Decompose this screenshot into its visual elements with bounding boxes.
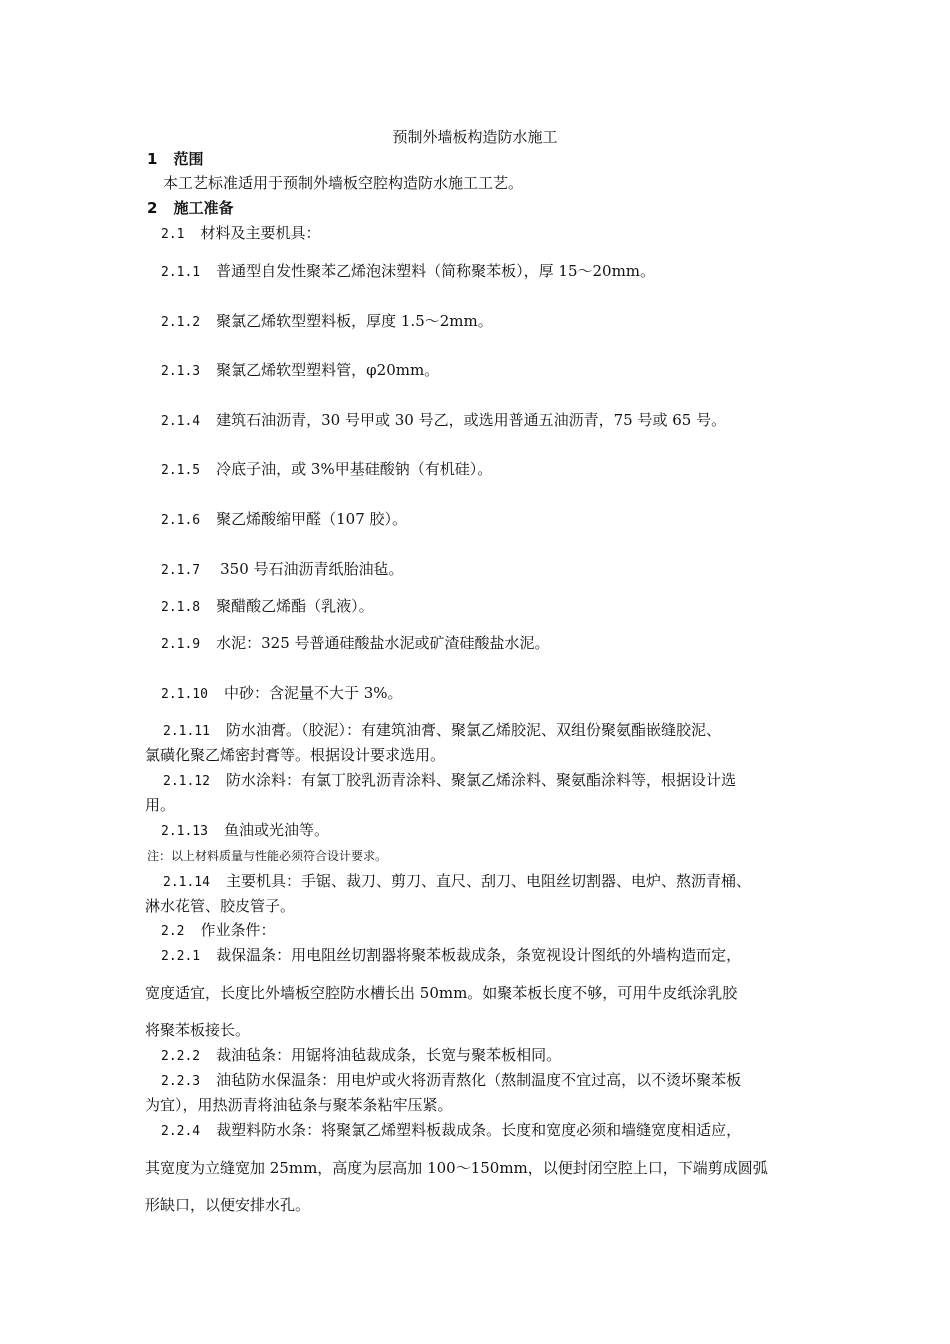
item-number: 2.2.2 (161, 1049, 201, 1064)
item-number: 2.1.12 (163, 774, 210, 789)
item-number: 2.2 (161, 924, 185, 939)
list-item-2-1-1 (161, 261, 655, 283)
item-text: 聚氯乙烯软型塑料管，φ20mm。 (216, 361, 440, 379)
list-item-2-1-11-continuation: 氯磺化聚乙烯密封膏等。根据设计要求选用。 (145, 746, 446, 764)
item-number: 2.1.13 (161, 824, 208, 839)
item-number: 2.1.1 (161, 265, 201, 280)
list-item-2-1-13 (161, 820, 329, 842)
list-item-2-2-3-continuation: 为宜），用热沥青将油毡条与聚苯条粘牢压紧。 (145, 1096, 453, 1114)
list-item-2-1-12-continuation: 用。 (145, 796, 176, 814)
list-item-2-2-3 (161, 1070, 741, 1092)
item-number: 2.1.9 (161, 637, 201, 652)
document-title: 预制外墙板构造防水施工 (392, 128, 558, 146)
list-item-2-1-9 (161, 633, 550, 655)
list-item-2-1-14 (163, 871, 751, 893)
section-heading-2 (147, 198, 233, 218)
item-text: 主要机具：手锯、裁刀、剪刀、直尺、刮刀、电阻丝切割器、电炉、熬沥青桶、 (225, 872, 751, 890)
paragraph-scope: 本工艺标准适用于预制外墙板空腔构造防水施工工艺。 (163, 174, 524, 192)
item-text: 裁油毡条：用锯将油毡裁成条，长宽与聚苯板相同。 (216, 1046, 562, 1064)
list-item-2-1-4 (161, 410, 726, 432)
item-number: 2.2.4 (161, 1124, 201, 1139)
item-text: 350 号石油沥青纸胎油毡。 (220, 560, 404, 578)
item-text: 普通型自发性聚苯乙烯泡沫塑料（简称聚苯板），厚 15～20mm。 (216, 262, 656, 280)
item-text: 油毡防水保温条：用电炉或火将沥青熬化（熬制温度不宜过高，以不烫坏聚苯板 (216, 1071, 742, 1089)
item-number: 2.1.4 (161, 414, 201, 429)
list-item-2-2-1-continuation-1: 宽度适宜，长度比外墙板空腔防水槽长出 50mm。如聚苯板长度不够，可用牛皮纸涂乳胶 (145, 984, 738, 1002)
item-text: 聚醋酸乙烯酯（乳液）。 (216, 597, 374, 615)
item-text: 材料及主要机具： (200, 224, 321, 242)
item-text: 水泥：325 号普通硅酸盐水泥或矿渣硅酸盐水泥。 (216, 634, 550, 652)
item-number: 2.1.6 (161, 513, 201, 528)
materials-note: 注：以上材料质量与性能必须符合设计要求。 (147, 849, 388, 863)
item-number: 2.1.8 (161, 600, 201, 615)
list-item-2-1-8 (161, 596, 374, 618)
item-text: 聚氯乙烯软型塑料板，厚度 1.5～2mm。 (216, 312, 493, 330)
item-text: 冷底子油，或 3%甲基硅酸钠（有机硅）。 (216, 460, 493, 478)
list-item-2-1-14-continuation: 淋水花管、胶皮管子。 (145, 897, 296, 915)
list-item-2-1-12 (163, 770, 736, 792)
list-item-2-2-1-continuation-2: 将聚苯板接长。 (145, 1021, 251, 1039)
list-item-2-1-2 (161, 311, 493, 333)
section-heading-1 (147, 149, 203, 169)
list-item-2-2-1 (161, 945, 741, 967)
item-text: 防水油膏。（胶泥）：有建筑油膏、聚氯乙烯胶泥、双组份聚氨酯嵌缝胶泥、 (225, 721, 721, 739)
section-number: 2 (147, 199, 158, 217)
list-item-2-2-4-continuation-1: 其宽度为立缝宽加 25mm，高度为层高加 100～150mm，以便封闭空腔上口，下端剪成圆弧 (145, 1159, 768, 1177)
subsection-2-1 (161, 223, 321, 245)
item-number: 2.1.7 (161, 563, 201, 578)
item-text: 鱼油或光油等。 (223, 821, 329, 839)
item-number: 2.2.1 (161, 949, 201, 964)
item-text: 裁保温条：用电阻丝切割器将聚苯板裁成条，条宽视设计图纸的外墙构造而定， (216, 946, 742, 964)
item-text: 裁塑料防水条：将聚氯乙烯塑料板裁成条。长度和宽度必须和墙缝宽度相适应， (216, 1121, 742, 1139)
item-number: 2.1.2 (161, 315, 201, 330)
list-item-2-2-2 (161, 1045, 561, 1067)
item-number: 2.1.11 (163, 724, 210, 739)
list-item-2-1-6 (161, 509, 407, 531)
item-number: 2.1.5 (161, 463, 201, 478)
item-text: 聚乙烯酸缩甲醛（107 胶）。 (216, 510, 408, 528)
item-number: 2.1 (161, 227, 185, 242)
subsection-2-2 (161, 920, 276, 942)
list-item-2-1-5 (161, 459, 492, 481)
item-number: 2.2.3 (161, 1074, 201, 1089)
item-text: 中砂：含泥量不大于 3%。 (223, 684, 403, 702)
list-item-2-1-10 (161, 683, 403, 705)
item-number: 2.1.10 (161, 687, 208, 702)
list-item-2-1-11 (163, 720, 721, 742)
list-item-2-1-3 (161, 360, 439, 382)
list-item-2-2-4-continuation-2: 形缺口，以便安排水孔。 (145, 1196, 311, 1214)
section-number: 1 (147, 150, 158, 168)
section-title: 施工准备 (173, 199, 234, 217)
item-text: 作业条件： (200, 921, 276, 939)
item-text: 建筑石油沥青，30 号甲或 30 号乙，或选用普通五油沥青，75 号或 65 号。 (216, 411, 727, 429)
item-text: 防水涂料：有氯丁胶乳沥青涂料、聚氯乙烯涂料、聚氨酯涂料等，根据设计选 (225, 771, 736, 789)
list-item-2-1-7 (161, 559, 404, 581)
list-item-2-2-4 (161, 1120, 741, 1142)
section-title: 范围 (173, 150, 204, 168)
item-number: 2.1.3 (161, 364, 201, 379)
item-number: 2.1.14 (163, 875, 210, 890)
